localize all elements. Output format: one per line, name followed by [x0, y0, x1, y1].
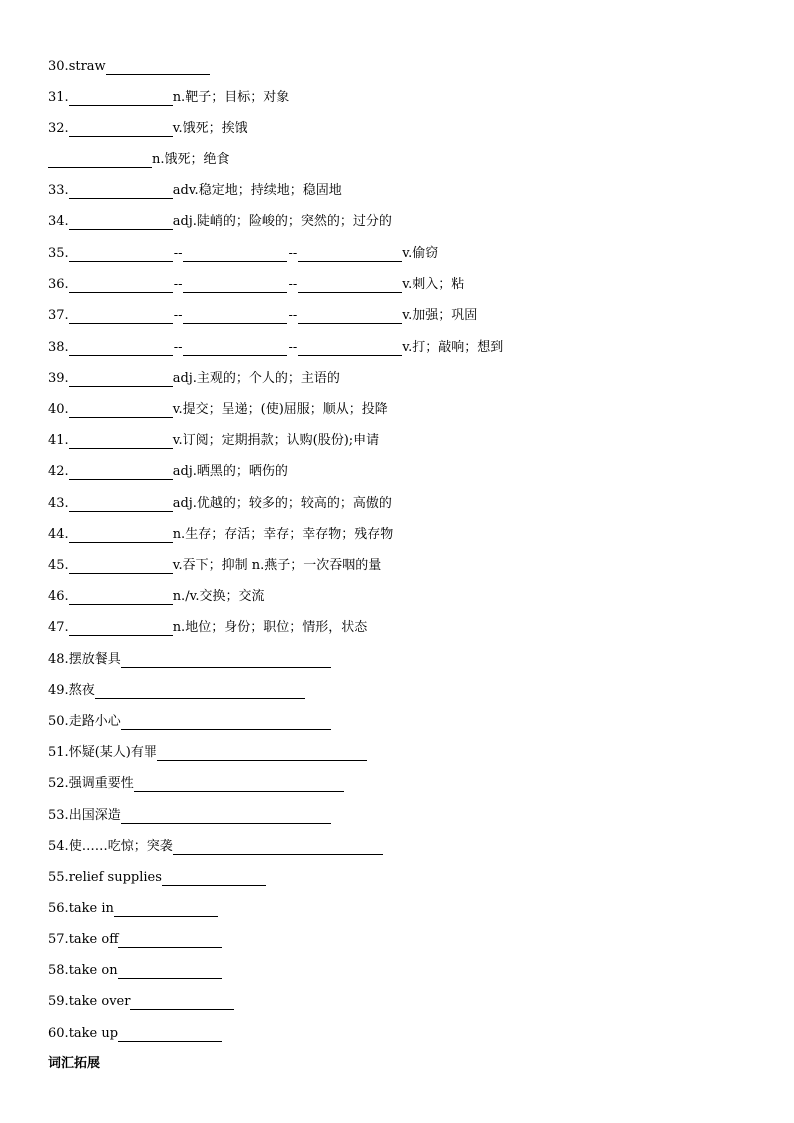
item-number: 36.: [48, 277, 69, 292]
item-number: 47.: [48, 620, 69, 635]
item-42: [48, 458, 288, 480]
item-49: [48, 677, 305, 699]
answer-blank[interactable]: [69, 309, 173, 324]
item-definition: n.靶子；目标；对象: [172, 90, 290, 105]
item-prompt: take up: [68, 1026, 119, 1041]
answer-blank[interactable]: [157, 746, 367, 761]
item-number: 41.: [48, 433, 69, 448]
item-number: 57.: [48, 932, 69, 947]
item-prompt: 熬夜: [68, 683, 95, 698]
item-definition: v.吞下；抑制 n.燕子；一次吞咽的量: [172, 558, 382, 573]
answer-blank[interactable]: [69, 497, 173, 512]
item-definition: adj.优越的；较多的；较高的；高傲的: [172, 496, 392, 511]
item-58: [48, 957, 222, 979]
answer-blank[interactable]: [183, 309, 287, 324]
form-separator: --: [288, 246, 298, 261]
answer-blank[interactable]: [118, 933, 222, 948]
answer-blank[interactable]: [69, 91, 173, 106]
item-definition: v.饿死；挨饿: [172, 121, 248, 136]
item-56: [48, 895, 218, 917]
item-number: 30.: [48, 59, 69, 74]
answer-blank[interactable]: [95, 684, 305, 699]
item-definition: n.饿死；绝食: [152, 152, 230, 167]
answer-blank[interactable]: [298, 247, 402, 262]
item-32: [48, 115, 248, 137]
answer-blank[interactable]: [69, 434, 173, 449]
form-separator: --: [173, 277, 183, 292]
answer-blank[interactable]: [69, 621, 173, 636]
item-59: [48, 988, 234, 1010]
item-definition: v.提交；呈递；(使)屈服；顺从；投降: [172, 402, 388, 417]
item-51: [48, 739, 367, 761]
item-54: [48, 833, 383, 855]
item-47: [48, 614, 367, 636]
answer-blank[interactable]: [69, 341, 173, 356]
item-number: 51.: [48, 745, 69, 760]
form-separator: --: [288, 308, 298, 323]
answer-blank[interactable]: [118, 1027, 222, 1042]
item-number: 59.: [48, 994, 69, 1009]
answer-blank[interactable]: [69, 247, 173, 262]
item-31: [48, 84, 289, 106]
item-50: [48, 708, 331, 730]
item-number: 56.: [48, 901, 69, 916]
answer-blank[interactable]: [69, 528, 173, 543]
item-definition: adv.稳定地；持续地；稳固地: [172, 183, 342, 198]
item-definition: v.订阅；定期捐款；认购(股份);申请: [172, 433, 380, 448]
item-52: [48, 770, 344, 792]
item-number: 35.: [48, 246, 69, 261]
form-separator: --: [288, 277, 298, 292]
item-number: 39.: [48, 371, 69, 386]
answer-blank[interactable]: [69, 403, 173, 418]
answer-blank[interactable]: [130, 995, 234, 1010]
answer-blank[interactable]: [121, 653, 331, 668]
item-number: 49.: [48, 683, 69, 698]
item-44: [48, 521, 393, 543]
item-number: 54.: [48, 839, 69, 854]
form-separator: --: [173, 308, 183, 323]
item-60: [48, 1020, 222, 1042]
item-prompt: 走路小心: [68, 714, 121, 729]
item-definition: adj.陡峭的；险峻的；突然的；过分的: [172, 214, 392, 229]
item-number: 33.: [48, 183, 69, 198]
answer-blank[interactable]: [69, 184, 173, 199]
item-prompt: 强调重要性: [68, 776, 134, 791]
item-number: 52.: [48, 776, 69, 791]
answer-blank[interactable]: [183, 341, 287, 356]
item-number: 37.: [48, 308, 69, 323]
item-33: [48, 177, 342, 199]
item-number: 42.: [48, 464, 69, 479]
answer-blank[interactable]: [106, 60, 210, 75]
item-prompt: 使……吃惊；突袭: [68, 839, 173, 854]
item-number: 60.: [48, 1026, 69, 1041]
item-40: [48, 396, 388, 418]
item-number: 44.: [48, 527, 69, 542]
item-prompt: 怀疑(某人)有罪: [68, 745, 157, 760]
item-number: 45.: [48, 558, 69, 573]
item-prompt: 出国深造: [68, 808, 121, 823]
item-39: [48, 365, 340, 387]
item-number: 38.: [48, 340, 69, 355]
item-prompt: take over: [68, 994, 131, 1009]
item-46: [48, 583, 265, 605]
item-number: 32.: [48, 121, 69, 136]
answer-blank[interactable]: [134, 777, 344, 792]
item-definition: v.打；敲响；想到: [402, 340, 504, 355]
item-prompt: straw: [68, 59, 106, 74]
item-definition: n.地位；身份；职位；情形，状态: [172, 620, 368, 635]
item-55: [48, 864, 266, 886]
item-definition: n./v.交换；交流: [172, 589, 265, 604]
item-35: [48, 240, 438, 262]
section-heading: 词汇拓展: [48, 1056, 101, 1071]
answer-blank[interactable]: [69, 215, 173, 230]
item-prompt: take off: [68, 932, 119, 947]
answer-blank[interactable]: [69, 372, 173, 387]
form-separator: --: [173, 340, 183, 355]
item-number: 53.: [48, 808, 69, 823]
answer-blank[interactable]: [121, 809, 331, 824]
item-32-sub: [48, 146, 230, 168]
answer-blank[interactable]: [48, 153, 152, 168]
answer-blank[interactable]: [69, 559, 173, 574]
item-definition: adj.晒黑的；晒伤的: [172, 464, 288, 479]
answer-blank[interactable]: [183, 247, 287, 262]
item-30: [48, 53, 210, 75]
answer-blank[interactable]: [69, 465, 173, 480]
item-53: [48, 802, 331, 824]
item-34: [48, 208, 392, 230]
item-number: 40.: [48, 402, 69, 417]
answer-blank[interactable]: [69, 122, 173, 137]
answer-blank[interactable]: [173, 840, 383, 855]
item-41: [48, 427, 379, 449]
answer-blank[interactable]: [114, 902, 218, 917]
form-separator: --: [288, 340, 298, 355]
answer-blank[interactable]: [298, 309, 402, 324]
item-38: [48, 334, 503, 356]
item-45: [48, 552, 381, 574]
item-number: 50.: [48, 714, 69, 729]
answer-blank[interactable]: [162, 871, 266, 886]
answer-blank[interactable]: [118, 964, 222, 979]
answer-blank[interactable]: [298, 278, 402, 293]
item-57: [48, 926, 222, 948]
answer-blank[interactable]: [183, 278, 287, 293]
item-number: 58.: [48, 963, 69, 978]
item-prompt: take on: [68, 963, 118, 978]
answer-blank[interactable]: [298, 341, 402, 356]
item-definition: v.刺入；粘: [402, 277, 465, 292]
item-definition: n.生存；存活；幸存；幸存物；残存物: [172, 527, 394, 542]
item-37: [48, 302, 477, 324]
answer-blank[interactable]: [69, 278, 173, 293]
item-prompt: relief supplies: [68, 870, 162, 885]
item-number: 34.: [48, 214, 69, 229]
item-number: 48.: [48, 652, 69, 667]
item-definition: v.偷窃: [402, 246, 439, 261]
item-prompt: 摆放餐具: [68, 652, 121, 667]
answer-blank[interactable]: [69, 590, 173, 605]
item-number: 55.: [48, 870, 69, 885]
answer-blank[interactable]: [121, 715, 331, 730]
item-definition: adj.主观的；个人的；主语的: [172, 371, 340, 386]
item-36: [48, 271, 464, 293]
item-number: 46.: [48, 589, 69, 604]
item-number: 31.: [48, 90, 69, 105]
item-43: [48, 490, 392, 512]
item-prompt: take in: [68, 901, 114, 916]
item-definition: v.加强；巩固: [402, 308, 478, 323]
item-number: 43.: [48, 496, 69, 511]
item-48: [48, 646, 331, 668]
form-separator: --: [173, 246, 183, 261]
